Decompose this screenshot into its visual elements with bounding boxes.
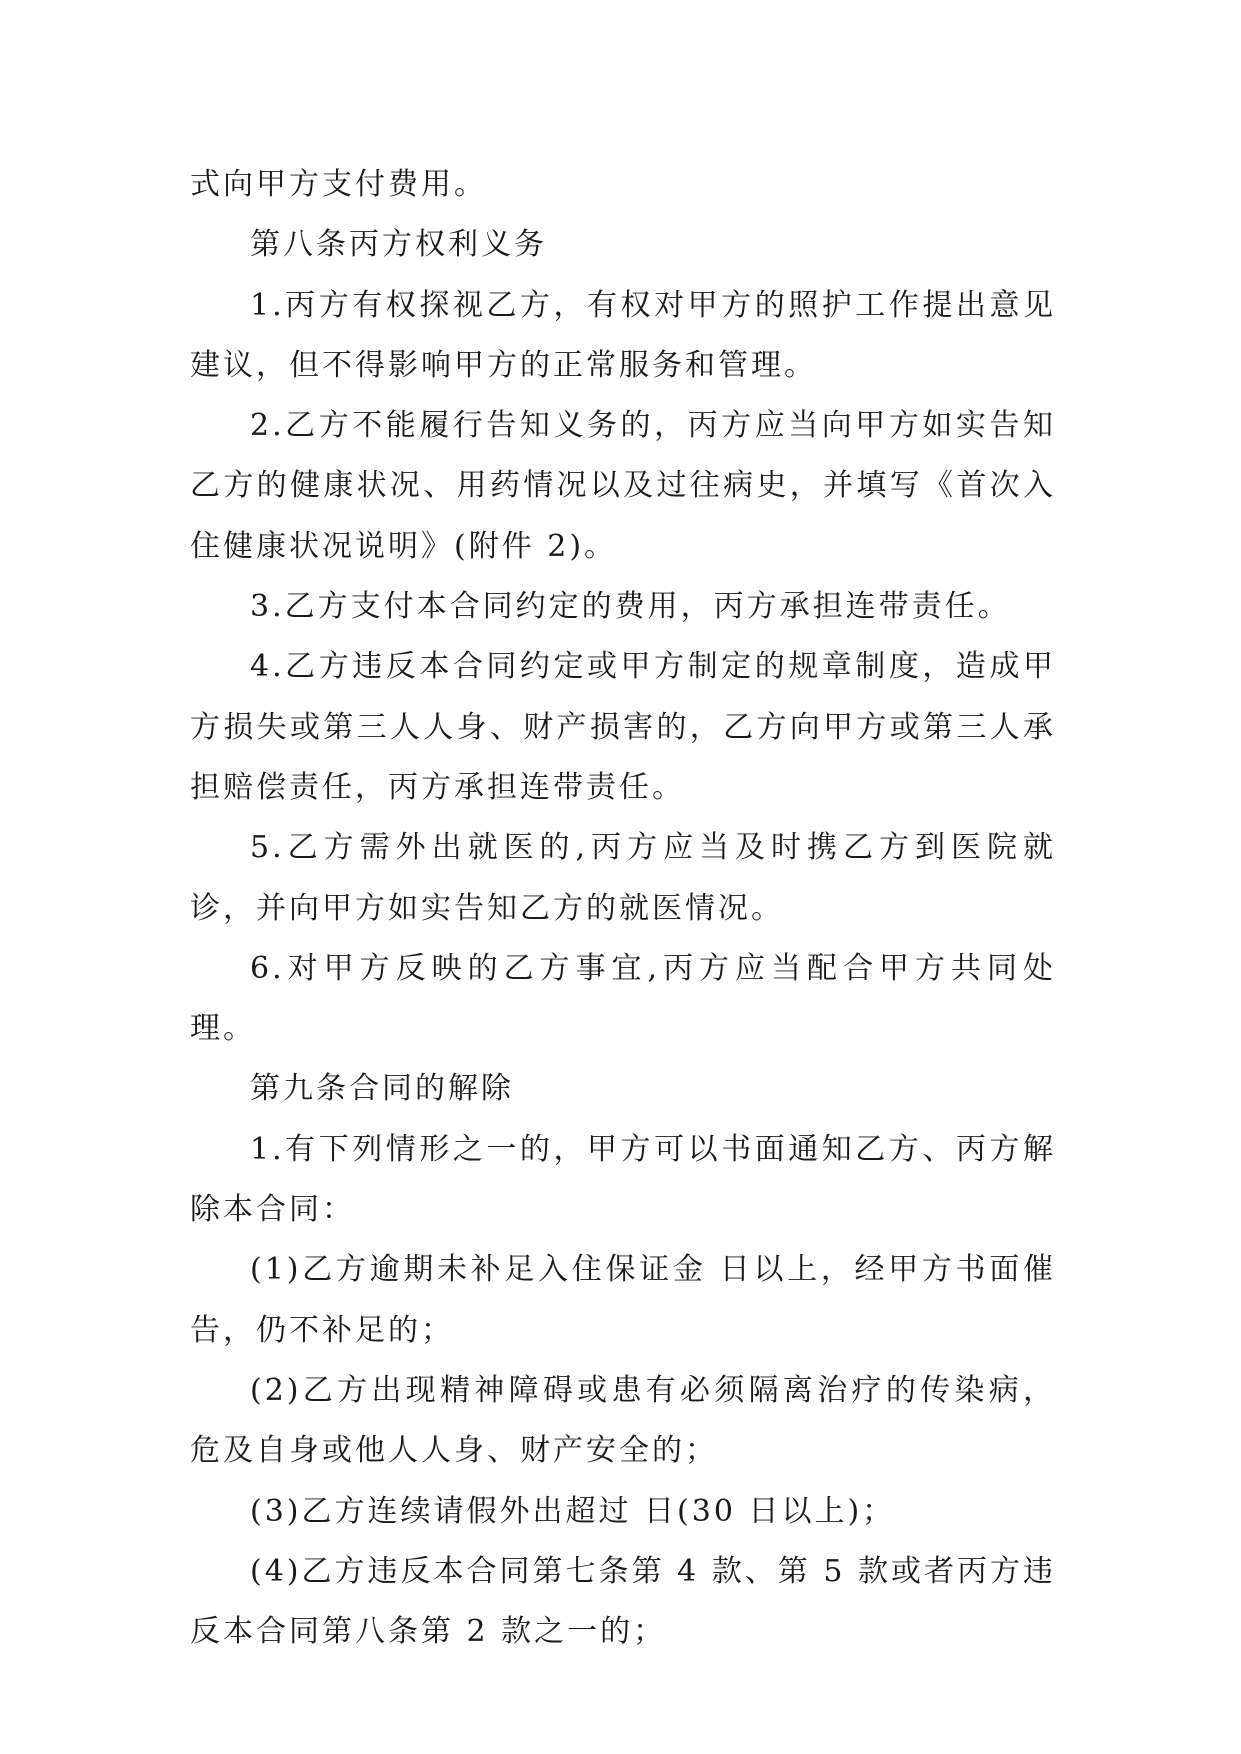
article-9-subitem-2: (2)乙方出现精神障碍或患有必须隔离治疗的传染病，危及自身或他人人身、财产安全的； bbox=[190, 1372, 1056, 1469]
article-8-item-4: 4.乙方违反本合同约定或甲方制定的规章制度，造成甲方损失或第三人人身、财产损害的，乙方向甲方或第三人承担赔偿责任，丙方承担连带责任。 bbox=[190, 649, 1056, 805]
article-8-item-6: 6.对甲方反映的乙方事宜,丙方应当配合甲方共同处理。 bbox=[190, 950, 1056, 1047]
article-8-item-1: 1.丙方有权探视乙方，有权对甲方的照护工作提出意见建议，但不得影响甲方的正常服务和管理。 bbox=[190, 287, 1056, 383]
article-9-heading: 第九条合同的解除 bbox=[250, 1071, 514, 1107]
article-9-subitem-1: (1)乙方逾期未补足入住保证金 日以上，经甲方书面催告，仍不补足的； bbox=[190, 1252, 1056, 1348]
article-8-item-2: 2.乙方不能履行告知义务的，丙方应当向甲方如实告知乙方的健康状况、用药情况以及过往病史，并填写《首次入住健康状况说明》(附件 2)。 bbox=[190, 408, 1056, 564]
article-8-item-5: 5.乙方需外出就医的,丙方应当及时携乙方到医院就诊，并向甲方如实告知乙方的就医情况。 bbox=[190, 830, 1056, 926]
article-8-heading: 第八条丙方权利义务 bbox=[250, 227, 547, 263]
paragraph-continuation: 式向甲方支付费用。 bbox=[190, 167, 487, 202]
article-8-item-3: 3.乙方支付本合同约定的费用，丙方承担连带责任。 bbox=[250, 589, 1011, 625]
document-body bbox=[190, 155, 1056, 1662]
article-9-subitem-4: (4)乙方违反本合同第七条第 4 款、第 5 款或者丙方违反本合同第八条第 2 款之一的； bbox=[190, 1553, 1056, 1650]
article-9-item-1: 1.有下列情形之一的，甲方可以书面通知乙方、丙方解除本合同： bbox=[190, 1131, 1056, 1228]
article-9-subitem-3: (3)乙方连续请假外出超过 日(30 日以上)； bbox=[250, 1493, 896, 1529]
